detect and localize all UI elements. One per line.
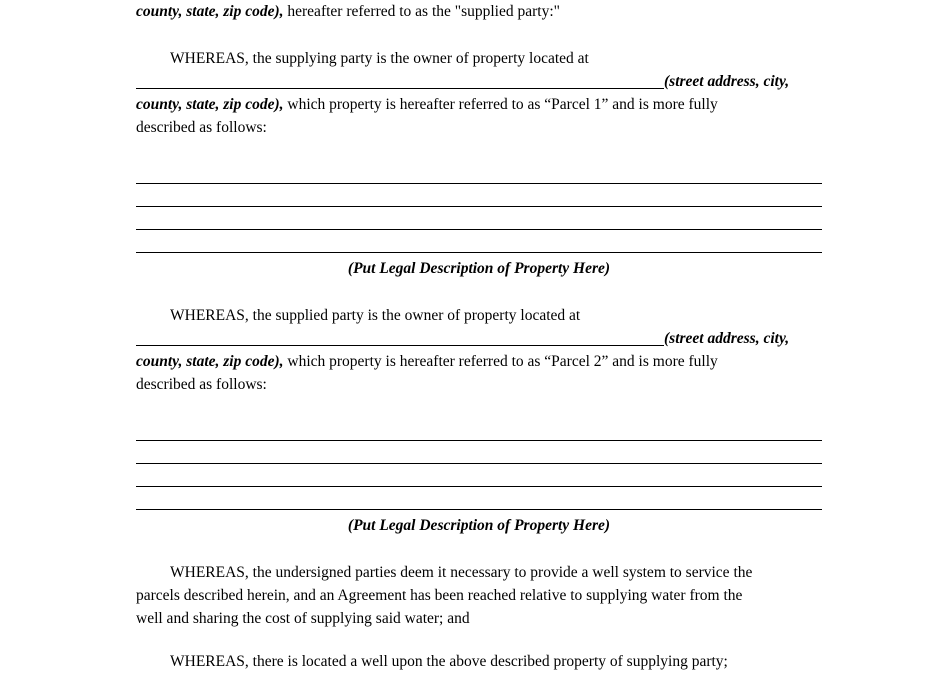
parcel1-address-blank — [136, 88, 664, 89]
parcel2-address-hint: (street address, city, — [664, 330, 790, 347]
paragraph-well-system-line1: WHEREAS, the undersigned parties deem it necessary to provide a well system to service the — [170, 564, 753, 581]
paragraph-well-system-line2: parcels described herein, and an Agreement has been reached relative to supplying water from the — [136, 587, 743, 604]
paragraph-parcel1-intro: WHEREAS, the supplying party is the owner of property located at — [170, 50, 589, 67]
parcel2-address-line — [136, 327, 822, 350]
paragraph-well-located: WHEREAS, there is located a well upon the above described property of supplying party; — [170, 653, 728, 670]
parcel1-description-lines — [136, 161, 822, 253]
spacer — [136, 23, 822, 47]
rule — [136, 252, 822, 253]
description-line — [136, 441, 822, 464]
parcel1-address-hint: (street address, city, — [664, 73, 790, 90]
description-line — [136, 464, 822, 487]
supplied-party-lead-label: county, state, zip code), — [136, 3, 284, 20]
spacer — [136, 139, 822, 155]
rule — [136, 440, 822, 441]
paragraph-parcel1-described: described as follows: — [136, 119, 267, 136]
parcel1-continued-text: which property is hereafter referred to as “Parcel 1” and is more fully — [283, 96, 718, 113]
rule — [136, 509, 822, 510]
rule — [136, 463, 822, 464]
rule — [136, 206, 822, 207]
rule — [136, 183, 822, 184]
spacer — [136, 630, 822, 650]
parcel1-description-caption: (Put Legal Description of Property Here) — [347, 260, 611, 277]
spacer — [136, 537, 822, 561]
parcel1-lead-label: county, state, zip code), — [136, 96, 284, 113]
description-line — [136, 230, 822, 253]
paragraph-parcel1-continued — [136, 93, 822, 116]
description-line — [136, 418, 822, 441]
paragraph-parcel2-described: described as follows: — [136, 376, 267, 393]
paragraph-supplied-party-close — [136, 0, 822, 23]
parcel2-description-caption: (Put Legal Description of Property Here) — [347, 517, 611, 534]
parcel2-continued-text: which property is hereafter referred to as “Parcel 2” and is more fully — [283, 353, 718, 370]
parcel1-address-line — [136, 70, 822, 93]
paragraph-well-system-line3: well and sharing the cost of supplying said water; and — [136, 610, 470, 627]
parcel2-lead-label: county, state, zip code), — [136, 353, 284, 370]
spacer — [136, 396, 822, 412]
description-line — [136, 487, 822, 510]
document-body — [136, 0, 822, 673]
description-line — [136, 184, 822, 207]
parcel2-description-lines — [136, 418, 822, 510]
rule — [136, 229, 822, 230]
description-line — [136, 207, 822, 230]
rule — [136, 486, 822, 487]
spacer — [136, 280, 822, 304]
description-line — [136, 161, 822, 184]
supplied-party-close-text: hereafter referred to as the "supplied party:" — [283, 3, 560, 20]
paragraph-parcel2-intro: WHEREAS, the supplied party is the owner of property located at — [170, 307, 581, 324]
paragraph-parcel2-continued — [136, 350, 822, 373]
parcel2-address-blank — [136, 345, 664, 346]
